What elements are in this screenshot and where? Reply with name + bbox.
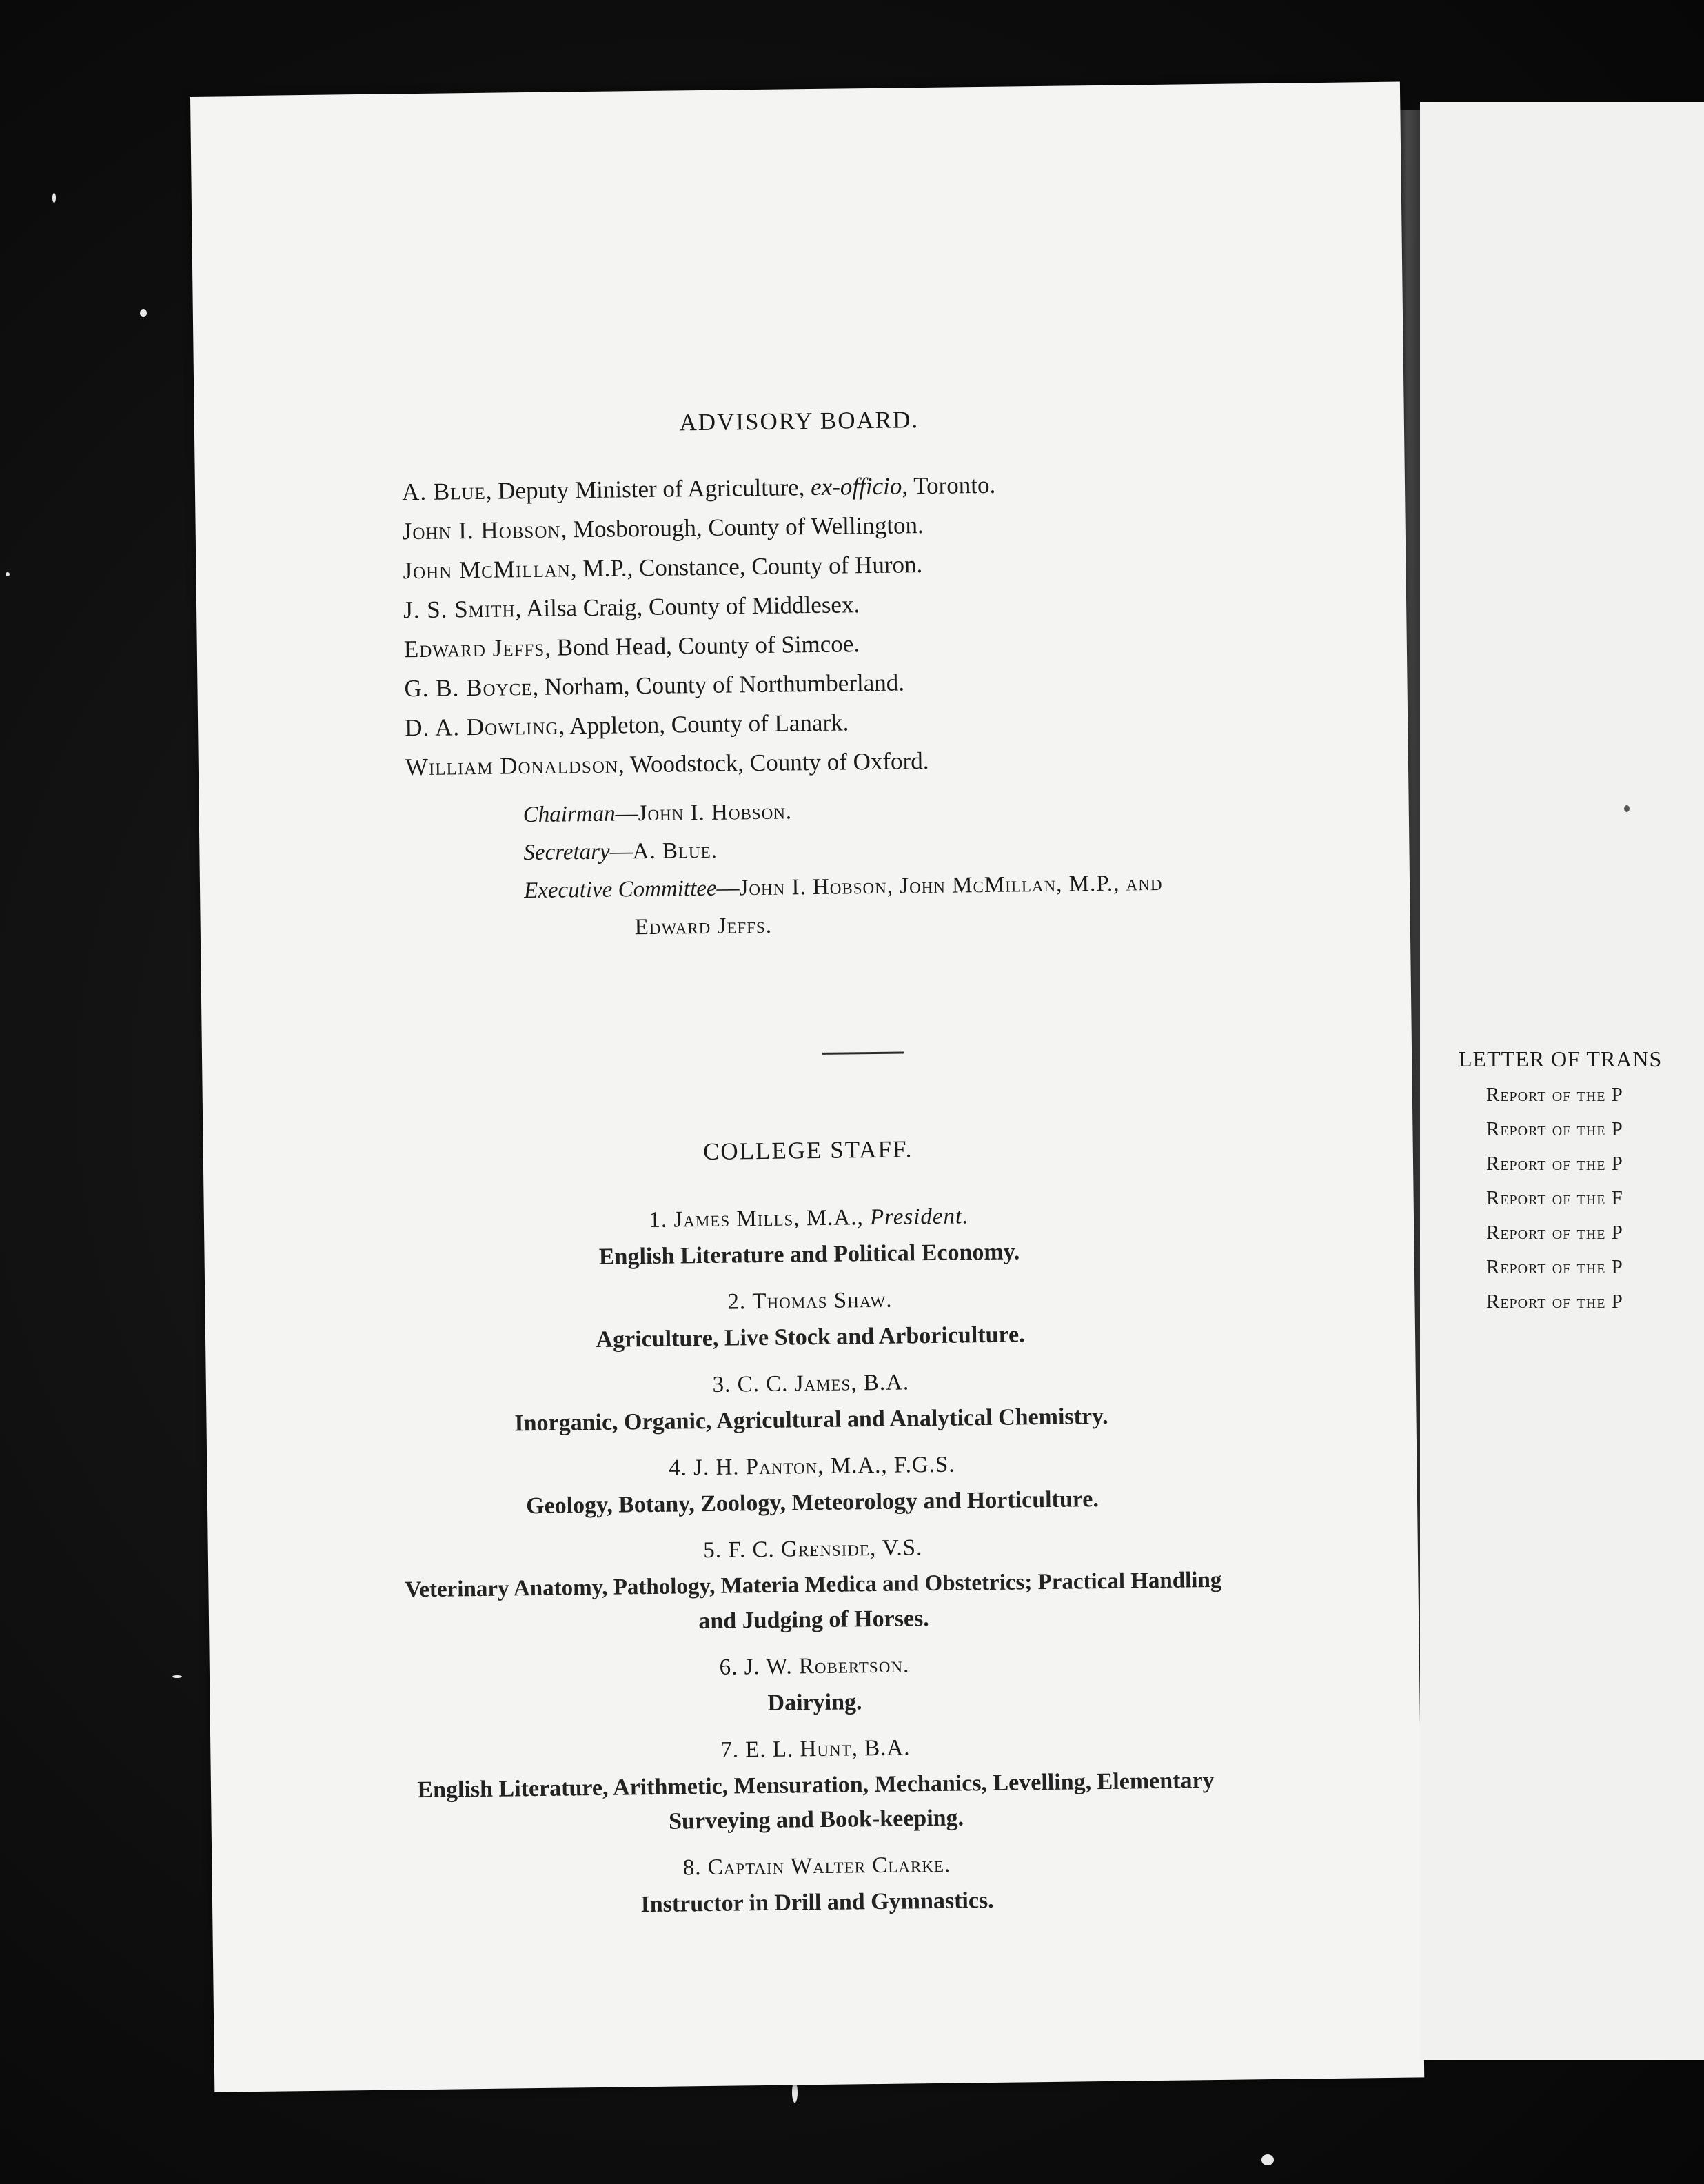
officer-names: John I. Hobson. bbox=[638, 799, 793, 827]
staff-subject-continuation: Surveying and Book-keeping. bbox=[668, 1805, 964, 1834]
staff-credentials: , M.A., F.G.S. bbox=[818, 1452, 955, 1479]
staff-subject-continuation: and Judging of Horses. bbox=[698, 1606, 929, 1635]
board-member bbox=[403, 591, 860, 624]
member-detail: , Deputy Minister of Agriculture, bbox=[485, 474, 811, 505]
contents-item: Report of the P bbox=[1486, 1118, 1623, 1140]
staff-name: Captain Walter Clarke bbox=[707, 1852, 945, 1881]
staff-number: 1. bbox=[649, 1207, 668, 1233]
staff-number: 3. bbox=[712, 1372, 731, 1397]
staff-subject: Geology, Botany, Zoology, Meteorology and Horticulture. bbox=[525, 1486, 1099, 1519]
member-name: A. Blue bbox=[401, 477, 486, 506]
contents-item: Report of the P bbox=[1486, 1222, 1623, 1244]
officer-names: A. Blue. bbox=[632, 838, 718, 865]
officer-role: Chairman bbox=[523, 801, 616, 828]
dust-speck bbox=[6, 572, 10, 576]
officer-chairman: Chairman—John I. Hobson. bbox=[523, 799, 793, 828]
staff-subject: English Literature, Arithmetic, Mensuration, Mechanics, Levelling, Elementary bbox=[417, 1768, 1215, 1803]
member-detail: , Ailsa Craig, County of Middlesex. bbox=[515, 591, 860, 623]
member-name: J. S. Smith bbox=[403, 595, 516, 624]
staff-name: E. L. Hunt bbox=[745, 1736, 852, 1763]
staff-name: C. C. James bbox=[737, 1371, 851, 1397]
contents-item: Report of the P bbox=[1486, 1291, 1623, 1313]
member-name: D. A. Dowling bbox=[404, 712, 559, 742]
staff-name: James Mills bbox=[673, 1206, 794, 1233]
staff-number: 4. bbox=[668, 1455, 688, 1481]
officer-executive-committee: Executive Committee—John I. Hobson, John McMillan, M.P., and bbox=[523, 870, 1163, 904]
advisory-board-heading: ADVISORY BOARD. bbox=[679, 406, 920, 436]
staff-credentials: . bbox=[902, 1652, 910, 1678]
staff-member-name bbox=[210, 1646, 1419, 1686]
staff-number: 8. bbox=[682, 1855, 702, 1881]
dust-speck bbox=[172, 1675, 182, 1678]
member-name: John McMillan bbox=[403, 555, 571, 585]
staff-member-name bbox=[210, 1729, 1420, 1769]
member-name: Edward Jeffs bbox=[403, 634, 545, 663]
member-detail: , Norham, County of Northumberland. bbox=[532, 669, 905, 700]
officer-role: Secretary bbox=[523, 839, 610, 866]
member-name: G. B. Boyce bbox=[404, 673, 533, 702]
contents-item: Report of the P bbox=[1486, 1256, 1623, 1278]
staff-credentials: , M.A., bbox=[793, 1205, 871, 1231]
staff-name: Thomas Shaw bbox=[752, 1287, 886, 1315]
staff-number: 2. bbox=[727, 1289, 747, 1315]
staff-credentials: . bbox=[944, 1852, 951, 1877]
staff-subject: Veterinary Anatomy, Pathology, Materia Medica and Obstetrics; Practical Handling bbox=[405, 1567, 1222, 1603]
officer-role: Executive Committee bbox=[523, 876, 717, 904]
officer-secretary: Secretary—A. Blue. bbox=[523, 838, 718, 866]
member-detail: , Appleton, County of Lanark. bbox=[558, 709, 849, 740]
contents-item: Report of the F bbox=[1486, 1187, 1623, 1209]
dust-speck bbox=[52, 193, 56, 203]
member-detail: , M.P., Constance, County of Huron. bbox=[570, 551, 923, 583]
ink-spot bbox=[1624, 805, 1630, 812]
officer-names: John I. Hobson, John McMillan, M.P., and bbox=[739, 870, 1163, 901]
board-member bbox=[402, 472, 996, 507]
contents-item: Report of the P bbox=[1486, 1084, 1623, 1106]
section-divider-rule bbox=[822, 1051, 904, 1054]
board-member bbox=[403, 551, 922, 585]
staff-number: 7. bbox=[720, 1737, 740, 1763]
staff-subject: Inorganic, Organic, Agricultural and Analytical Chemistry. bbox=[514, 1403, 1108, 1437]
staff-name: J. W. Robertson bbox=[744, 1652, 904, 1680]
board-member bbox=[405, 747, 929, 781]
board-member bbox=[404, 669, 904, 702]
member-detail: , Woodstock, County of Oxford. bbox=[618, 747, 929, 778]
staff-credentials: , B.A. bbox=[851, 1735, 911, 1761]
staff-member-name bbox=[207, 1446, 1417, 1486]
college-staff-heading: COLLEGE STAFF. bbox=[702, 1135, 913, 1166]
contents-heading: LETTER OF TRANS bbox=[1459, 1046, 1663, 1071]
dust-speck bbox=[140, 309, 147, 317]
staff-member-name bbox=[205, 1281, 1414, 1321]
staff-subject: Dairying. bbox=[767, 1689, 862, 1716]
staff-subject: English Literature and Political Economy. bbox=[598, 1239, 1020, 1270]
staff-credentials: . bbox=[886, 1287, 893, 1313]
staff-name: J. H. Panton bbox=[693, 1454, 818, 1481]
member-detail: , Bond Head, County of Simcoe. bbox=[544, 630, 860, 661]
left-page bbox=[190, 82, 1424, 2092]
staff-subject: Agriculture, Live Stock and Arboriculture. bbox=[596, 1322, 1025, 1353]
contents-item: Report of the P bbox=[1486, 1153, 1623, 1175]
staff-member-name bbox=[206, 1364, 1416, 1404]
member-detail: , Mosborough, County of Wellington. bbox=[560, 512, 924, 543]
board-member bbox=[404, 630, 860, 663]
member-detail-emphasis: ex-officio bbox=[810, 472, 902, 501]
staff-subject: Instructor in Drill and Gymnastics. bbox=[640, 1887, 994, 1918]
staff-credentials: , B.A. bbox=[851, 1370, 910, 1396]
staff-credentials: , V.S. bbox=[869, 1535, 923, 1561]
member-name: William Donaldson bbox=[405, 751, 619, 781]
right-page bbox=[1420, 102, 1704, 2060]
staff-member-name bbox=[212, 1846, 1421, 1886]
board-member bbox=[402, 512, 924, 545]
member-detail-tail: , Toronto. bbox=[902, 471, 996, 500]
staff-member-name bbox=[208, 1529, 1418, 1569]
staff-title: President. bbox=[869, 1204, 969, 1231]
staff-number: 6. bbox=[719, 1655, 738, 1680]
board-member bbox=[405, 709, 849, 742]
staff-member-name bbox=[204, 1198, 1414, 1238]
officer-names-continuation: Edward Jeffs. bbox=[634, 913, 773, 940]
staff-name: F. C. Grenside bbox=[728, 1536, 871, 1563]
member-name: John I. Hobson bbox=[402, 516, 561, 545]
staff-number: 5. bbox=[703, 1537, 722, 1564]
dust-speck bbox=[1261, 2154, 1274, 2165]
